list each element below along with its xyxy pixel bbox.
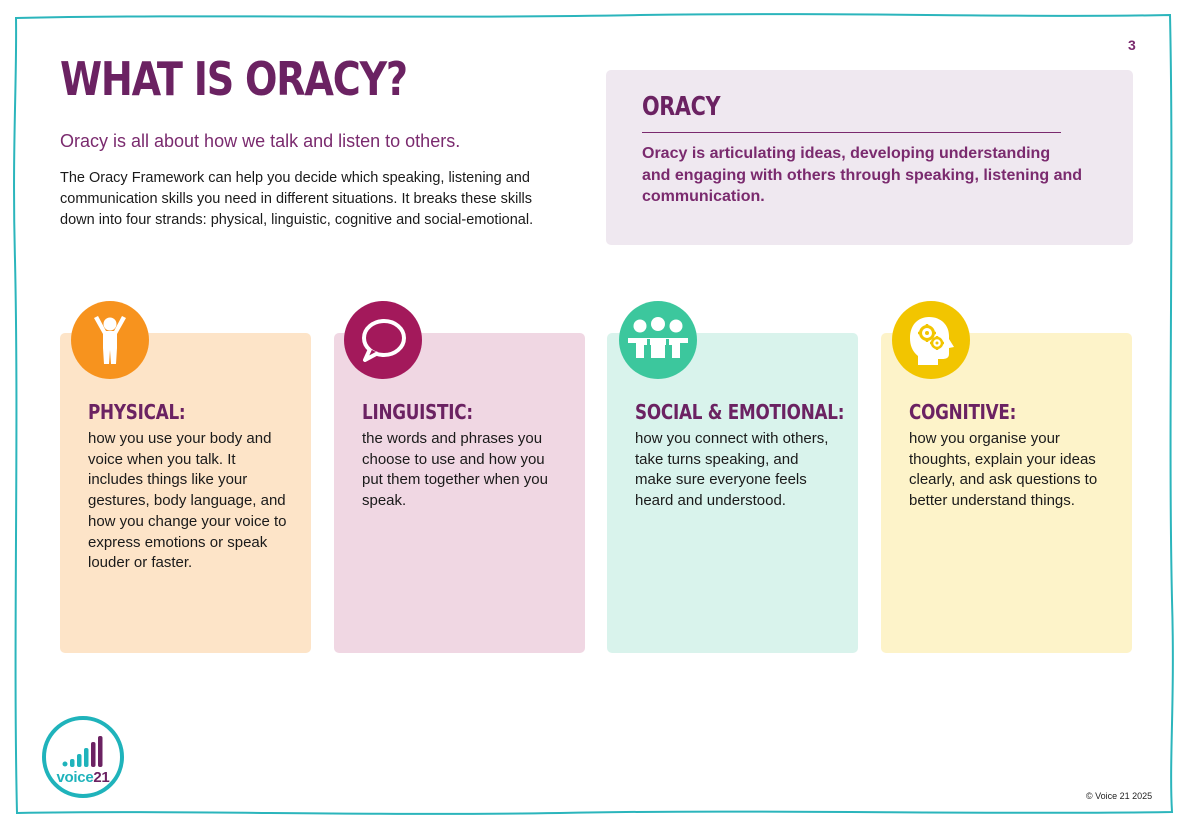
- strand-title: LINGUISTIC:: [362, 400, 473, 424]
- definition-text: Oracy is articulating ideas, developing understanding and engaging with others through speaking, listening and communication.: [642, 145, 1083, 205]
- strand-card-linguistic: [334, 333, 585, 653]
- speech-bubble-icon: [344, 301, 422, 379]
- strand-description: the words and phrases you choose to use and how you put them together when you speak.: [362, 430, 548, 510]
- strand-description: how you connect with others, take turns speaking, and make sure everyone feels heard and understood.: [635, 430, 829, 510]
- strand-title: PHYSICAL:: [88, 400, 186, 424]
- strand-description: how you organise your thoughts, explain your ideas clearly, and ask questions to better understand things.: [909, 430, 1098, 510]
- strand-description: how you use your body and voice when you talk. It includes things like your gestures, body language, and how you change your voice to express emotions or speak louder or faster.: [88, 430, 287, 572]
- strand-title: COGNITIVE:: [909, 400, 1017, 424]
- head-gears-icon: [892, 301, 970, 379]
- logo-number: 21: [93, 769, 110, 786]
- strand-card-cognitive: [881, 333, 1132, 653]
- page-subtitle: Oracy is all about how we talk and listen to others.: [60, 131, 461, 151]
- intro-paragraph: The Oracy Framework can help you decide which speaking, listening and communication skills you need in different situations. It breaks these skills down into four strands: physical, linguistic, cognitive and social-emotional.: [60, 170, 534, 228]
- definition-heading: ORACY: [642, 92, 721, 122]
- page-title: WHAT IS ORACY?: [60, 52, 407, 106]
- copyright-notice: © Voice 21 2025: [1086, 791, 1153, 801]
- logo-wordmark: [46, 769, 120, 786]
- strand-card-social-emotional: [607, 333, 858, 653]
- person-arms-raised-icon: [71, 301, 149, 379]
- oracy-definition-box: [606, 70, 1133, 245]
- strand-title: SOCIAL & EMOTIONAL:: [635, 400, 845, 424]
- strand-card-physical: [60, 333, 311, 653]
- definition-divider: [642, 132, 1061, 133]
- page-number: 3: [1128, 37, 1136, 53]
- logo-word: voice: [56, 769, 94, 786]
- group-people-icon: [619, 301, 697, 379]
- voice21-logo: [42, 716, 124, 798]
- signal-bars-icon: [62, 734, 112, 768]
